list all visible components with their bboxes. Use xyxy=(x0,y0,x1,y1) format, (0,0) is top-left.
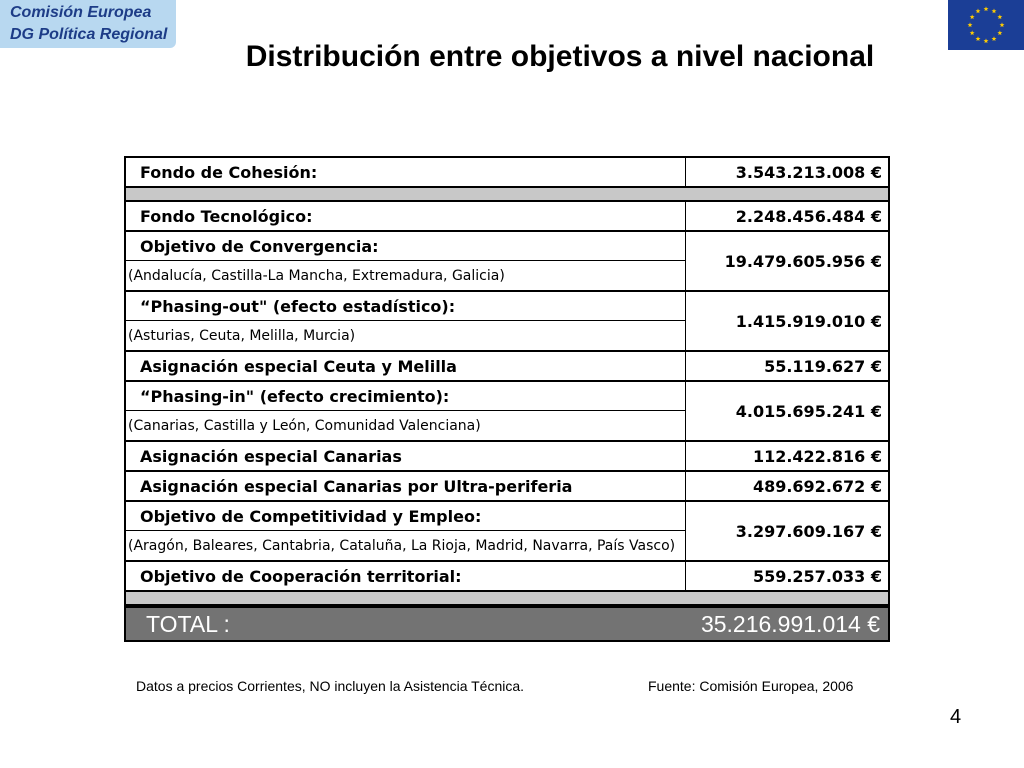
table-row xyxy=(124,442,890,472)
page-number: 4 xyxy=(950,706,962,728)
row-value: 3.543.213.008 € xyxy=(735,162,882,182)
row-label: “Phasing-out" (efecto estadístico): xyxy=(140,296,456,316)
table-row xyxy=(124,292,890,352)
source-note: Fuente: Comisión Europea, 2006 xyxy=(648,678,854,694)
row-value: 112.422.816 € xyxy=(752,446,882,466)
logo-line-2: DG Política Regional xyxy=(10,26,168,43)
table-row xyxy=(124,562,890,592)
row-value: 2.248.456.484 € xyxy=(735,206,882,226)
row-label: Asignación especial Canarias por Ultra-periferia xyxy=(140,476,573,496)
row-regions: (Asturias, Ceuta, Melilla, Murcia) xyxy=(126,320,685,350)
row-label: Objetivo de Competitividad y Empleo: xyxy=(140,506,482,526)
row-regions: (Andalucía, Castilla-La Mancha, Extremadura, Galicia) xyxy=(126,260,685,290)
row-label: Fondo Tecnológico: xyxy=(140,206,313,226)
row-value: 559.257.033 € xyxy=(752,566,882,586)
row-label: Asignación especial Canarias xyxy=(140,446,402,466)
row-value: 3.297.609.167 € xyxy=(735,521,882,541)
table-row xyxy=(124,156,890,188)
row-label: Asignación especial Ceuta y Melilla xyxy=(140,356,457,376)
separator-band xyxy=(124,592,890,606)
table-row xyxy=(124,502,890,562)
total-row xyxy=(124,606,890,642)
table-row xyxy=(124,382,890,442)
table-row xyxy=(124,472,890,502)
row-label: Objetivo de Cooperación territorial: xyxy=(140,566,462,586)
row-value: 489.692.672 € xyxy=(752,476,882,496)
row-label: Objetivo de Convergencia: xyxy=(140,236,379,256)
prices-note: Datos a precios Corrientes, NO incluyen la Asistencia Técnica. xyxy=(136,678,525,694)
total-value: 35.216.991.014 € xyxy=(700,610,880,637)
table-row xyxy=(124,352,890,382)
logo-line-1: Comisión Europea xyxy=(10,4,152,21)
row-value: 19.479.605.956 € xyxy=(724,251,882,271)
distribution-table xyxy=(124,156,890,642)
page-title: Distribución entre objetivos a nivel nacional xyxy=(245,40,875,73)
row-regions: (Aragón, Baleares, Cantabria, Cataluña, La Rioja, Madrid, Navarra, País Vasco) xyxy=(126,530,685,560)
table-row xyxy=(124,202,890,232)
table-row xyxy=(124,232,890,292)
row-value: 4.015.695.241 € xyxy=(735,401,882,421)
separator-band xyxy=(124,188,890,202)
row-value: 1.415.919.010 € xyxy=(735,311,882,331)
row-label: “Phasing-in" (efecto crecimiento): xyxy=(140,386,450,406)
total-label: TOTAL : xyxy=(146,610,230,637)
row-regions: (Canarias, Castilla y León, Comunidad Valenciana) xyxy=(126,410,685,440)
row-label: Fondo de Cohesión: xyxy=(140,162,318,182)
row-value: 55.119.627 € xyxy=(764,356,882,376)
